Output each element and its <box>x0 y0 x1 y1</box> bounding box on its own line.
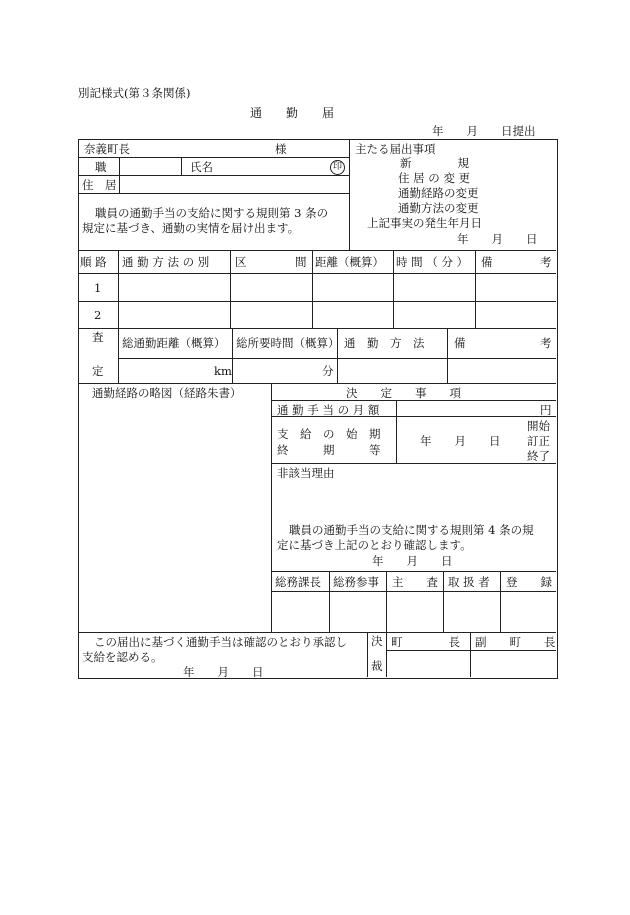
declaration-line-2: 規定に基づき、通勤の実情を届け出ます。 <box>82 221 300 235</box>
divider <box>118 250 119 328</box>
position-label: 職 <box>95 160 107 174</box>
submission-date: 年 月 日提出 <box>432 124 536 138</box>
matter-address-change: 住 居 の 変 更 <box>398 171 471 185</box>
divider <box>500 571 501 632</box>
name-label: 氏名 <box>190 160 213 174</box>
approval-date: 年 月 日 <box>183 665 264 679</box>
approval-label-top: 決 <box>371 634 383 648</box>
inspection-label-top: 査 <box>92 330 104 344</box>
approval-line-1: この届出に基づく通勤手当は確認のとおり承認し <box>94 635 347 649</box>
divider <box>181 157 182 175</box>
approval-line-2: 支給を認める。 <box>82 650 163 664</box>
divider <box>78 301 556 302</box>
yen-unit: 円 <box>540 403 552 417</box>
divider <box>470 632 471 677</box>
unit-minutes: 分 <box>322 364 334 378</box>
status-correction: 訂正 <box>527 434 550 448</box>
matter-method-change: 通勤方法の変更 <box>398 201 479 215</box>
divider <box>393 250 394 328</box>
total-distance-header: 総通勤距離（概算） <box>122 336 226 350</box>
inspection-remarks-end: 考 <box>540 336 552 350</box>
address-label: 住 居 <box>82 178 117 192</box>
seal-icon: 印 <box>330 160 345 175</box>
divider <box>447 328 448 383</box>
divider <box>271 571 556 572</box>
divider <box>386 571 387 632</box>
section-header-start: 区 <box>235 255 247 269</box>
divider <box>78 632 556 633</box>
declaration-line-1: 職員の通勤手当の支給に関する規則第 3 条の <box>95 206 329 220</box>
remarks-header-end: 考 <box>540 255 552 269</box>
divider <box>386 650 556 651</box>
inspection-remarks-start: 備 <box>454 336 466 350</box>
decision-heading: 決 定 事 項 <box>346 386 461 400</box>
matters-heading: 主たる届出事項 <box>355 142 436 156</box>
time-header: 時 間 （ 分 ） <box>396 255 469 269</box>
confirmation-line-1: 職員の通勤手当の支給に関する規則第 4 条の規 <box>289 523 534 537</box>
route-map-label: 通勤経路の略図（経路朱書） <box>92 386 242 400</box>
confirmation-date: 年 月 日 <box>372 554 453 568</box>
unit-km: km <box>214 364 232 378</box>
divider <box>271 591 556 592</box>
divider <box>396 400 397 463</box>
form-reference: 別記様式(第３条関係) <box>78 86 191 100</box>
commute-method-header: 通 勤 方 法 <box>344 336 425 350</box>
role-deputy-mayor: 副 町 長 <box>475 635 556 649</box>
payment-start-label: 支 給 の 始 期 <box>277 427 381 441</box>
route-order-header: 順 路 <box>80 255 107 269</box>
total-time-header: 総所要時間（概算） <box>236 336 340 350</box>
divider <box>271 463 556 464</box>
addressee-suffix: 様 <box>275 142 287 156</box>
payment-date: 年 月 日 <box>420 434 501 448</box>
role-registration: 登 録 <box>506 575 552 589</box>
monthly-allowance-label: 通 勤 手 当 の 月 額 <box>277 403 380 417</box>
role-handler: 取 扱 者 <box>448 575 490 589</box>
confirmation-line-2: 定に基づき上記のとおり確認します。 <box>277 538 472 552</box>
divider <box>349 139 350 250</box>
divider <box>78 328 556 329</box>
role-mayor: 町 長 <box>391 635 460 649</box>
divider <box>119 157 120 193</box>
route-row-2: 2 <box>94 308 102 322</box>
divider <box>367 632 368 677</box>
divider <box>78 250 556 251</box>
divider <box>329 571 330 632</box>
inspection-label-bottom: 定 <box>92 364 104 378</box>
status-end: 終了 <box>527 449 550 463</box>
occurrence-date: 年 月 日 <box>457 232 538 246</box>
matter-new: 新 規 <box>400 156 469 170</box>
method-header: 通 勤 方 法 の 別 <box>122 255 210 269</box>
divider <box>230 250 231 328</box>
route-row-1: 1 <box>94 281 102 295</box>
section-header-end: 間 <box>295 255 307 269</box>
role-general-affairs-counselor: 総務参事 <box>333 575 379 589</box>
role-chief-examiner: 主 査 <box>392 575 438 589</box>
divider <box>312 250 313 328</box>
non-applicable-reason-label: 非該当理由 <box>277 466 335 480</box>
divider <box>475 250 476 328</box>
divider <box>78 383 556 384</box>
remarks-header-start: 備 <box>481 255 493 269</box>
divider <box>271 400 556 401</box>
matter-route-change: 通勤経路の変更 <box>398 186 479 200</box>
divider <box>443 571 444 632</box>
divider <box>232 328 233 383</box>
divider <box>386 632 387 677</box>
distance-header: 距離（概算） <box>315 255 384 269</box>
divider <box>78 273 556 274</box>
payment-end-label: 終 期 等 <box>277 443 381 457</box>
status-start: 開始 <box>527 419 550 433</box>
occurrence-label: 上記事実の発生年月日 <box>367 216 482 230</box>
divider <box>118 328 119 383</box>
role-general-affairs-chief: 総務課長 <box>275 575 321 589</box>
divider <box>78 193 349 194</box>
addressee: 奈義町長 <box>84 142 130 156</box>
form-title: 通 勤 届 <box>250 106 335 120</box>
divider <box>271 383 272 632</box>
approval-label-bottom: 裁 <box>371 659 383 673</box>
